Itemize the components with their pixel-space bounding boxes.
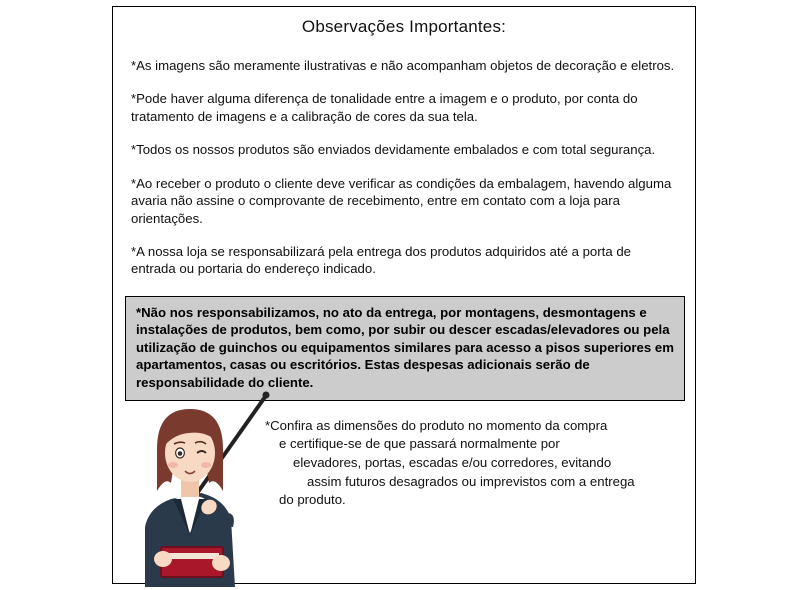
final-note-line-2: e certifique-se de que passará normalmente por [279,436,560,452]
final-note-line-3: elevadores, portas, escadas e/ou corredores, evitando [293,455,612,470]
final-note-line-5: do produto. [279,492,346,508]
liability-highlight-text: *Não nos responsabilizamos, no ato da entrega, por montagens, desmontagens e instalações de produtos, bem como, por subir ou descer escadas/elevadores ou pela utilização de guinchos ou equipamentos similares para acesso a pisos superiores em apartamentos, casas ou escritórios. Estas despesas adicionais serão de responsabilidade do cliente. [136,304,674,390]
woman-with-pointer-illustration [105,387,295,587]
final-note-line-4: assim futuros desagrados ou imprevistos com a entrega [307,473,635,489]
note-paragraph-3: *Todos os nossos produtos são enviados devidamente embalados e com total segurança. [131,142,656,158]
final-note [265,417,677,511]
page-title: Observações Importantes: [301,17,507,36]
final-note-line-1: *Confira as dimensões do produto no momento da compra [265,417,608,433]
important-notes-box [112,6,696,584]
liability-highlight-box [125,296,685,401]
note-paragraph-4: *Ao receber o produto o cliente deve verificar as condições da embalagem, havendo alguma avaria não assine o comprovante de recebimento, entre em contato com a loja para orientações. [131,175,672,226]
note-paragraph-1: *As imagens são meramente ilustrativas e não acompanham objetos de decoração e eletros. [131,58,675,73]
note-paragraph-5: *A nossa loja se responsabilizará pela entrega dos produtos adquiridos até a porta de entrada ou portaria do endereço indicado. [131,243,631,277]
illustration-and-final-note [113,409,695,587]
note-paragraph-2: *Pode haver alguma diferença de tonalidade entre a imagem e o produto, por conta do tratamento de imagens e a calibração de cores da sua tela. [131,91,638,124]
